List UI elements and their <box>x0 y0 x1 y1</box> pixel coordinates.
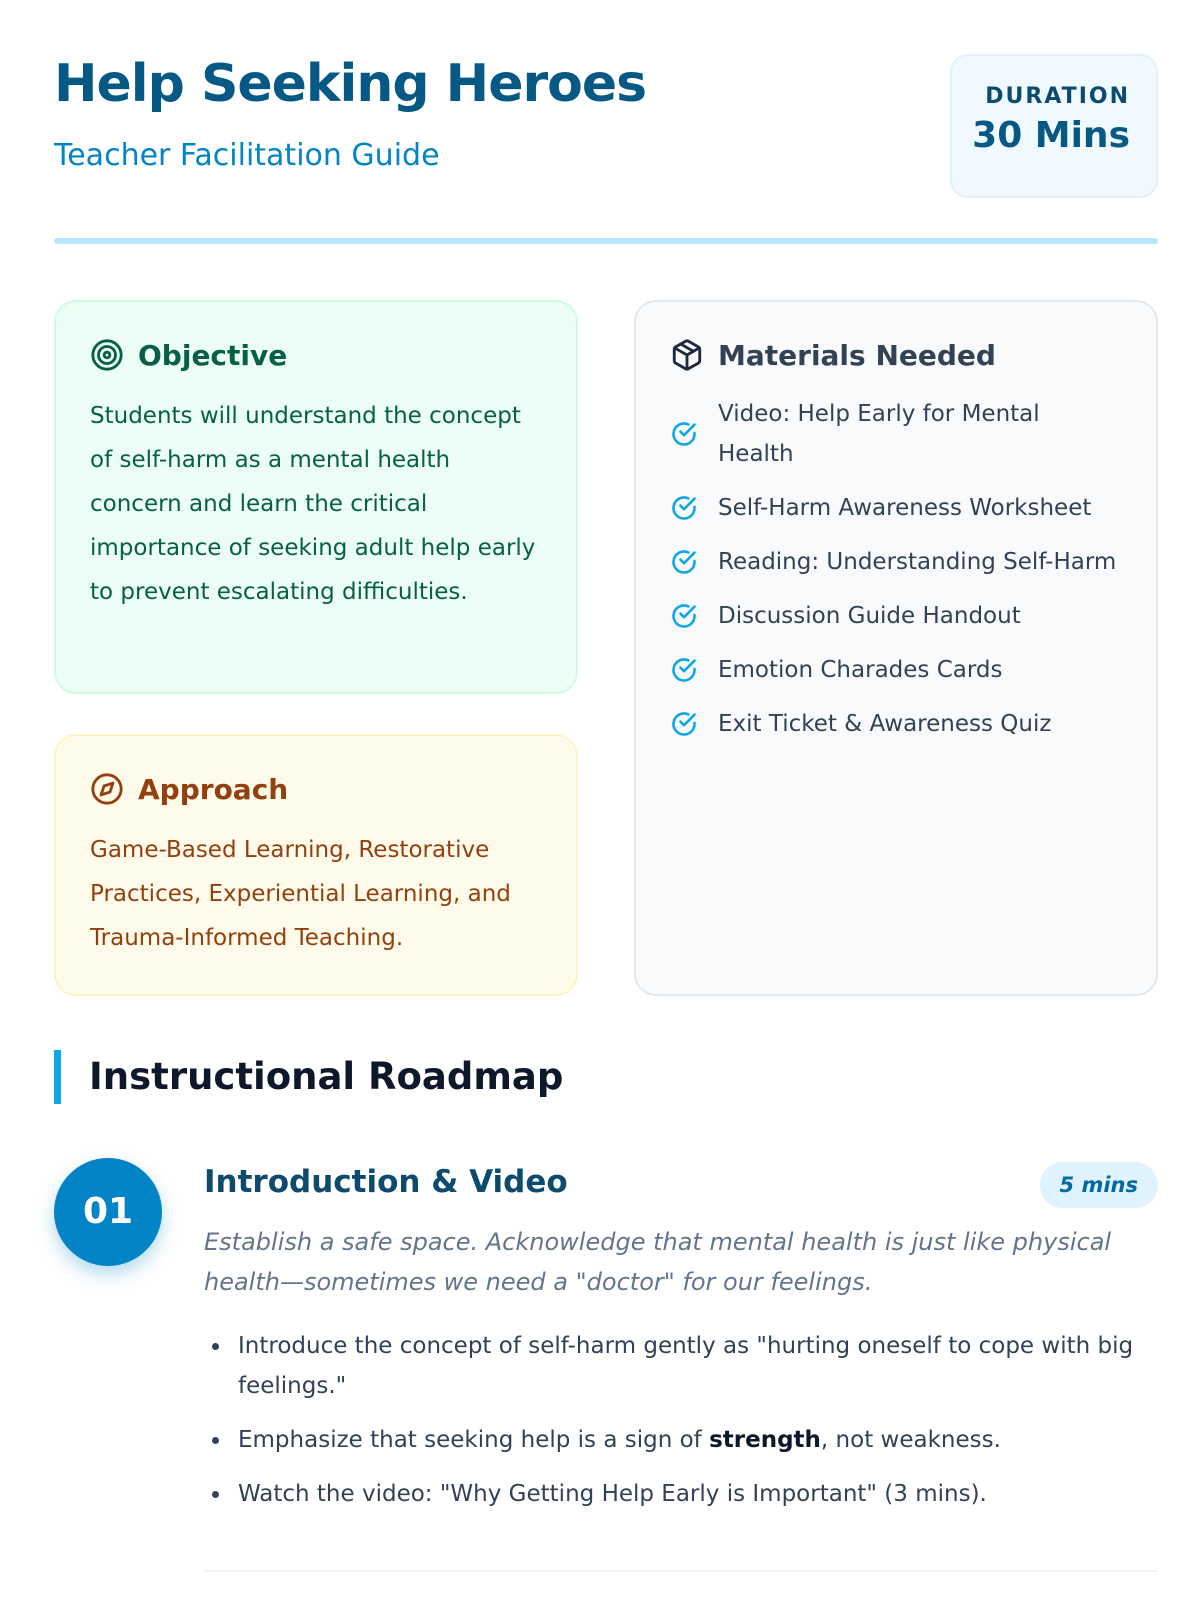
materials-card <box>634 300 1158 996</box>
material-label: Reading: Understanding Self-Harm <box>718 549 1117 575</box>
approach-heading <box>90 772 542 806</box>
page-header <box>54 54 1158 194</box>
check-circle-icon <box>670 548 698 576</box>
material-item <box>670 596 1122 636</box>
material-label: Video: Help Early for Mental Health <box>718 401 1040 467</box>
material-label: Discussion Guide Handout <box>718 603 1021 629</box>
step-number: 01 <box>54 1158 162 1266</box>
duration-badge <box>950 54 1158 198</box>
material-item <box>670 488 1122 528</box>
step-bullet-list <box>204 1326 1144 1528</box>
step-description: Establish a safe space. Acknowledge that mental health is just like physical health—sometimes we need a "doctor" for our feelings. <box>204 1228 1112 1296</box>
objective-text: Students will understand the concept of self-harm as a mental health concern and learn the critical importance of seeking adult help early to prevent escalating difficulties. <box>90 403 536 605</box>
step-bullet <box>204 1326 1144 1406</box>
approach-card <box>54 734 578 996</box>
check-circle-icon <box>670 656 698 684</box>
material-item <box>670 542 1122 582</box>
objective-title: Objective <box>138 338 288 372</box>
step-duration-badge: 5 mins <box>1040 1162 1158 1208</box>
approach-title: Approach <box>138 772 289 806</box>
roadmap-section-title: Instructional Roadmap <box>54 1050 563 1104</box>
step-divider <box>204 1570 1158 1572</box>
step-bullet-text: Introduce the concept of self-harm gently as "hurting oneself to cope with big feelings." <box>238 1333 1134 1399</box>
package-icon <box>670 338 704 372</box>
step-bullet <box>204 1420 1144 1460</box>
step-bullet-text: Watch the video: "Why Getting Help Early is Important" (3 mins). <box>238 1481 987 1507</box>
step-title: Introduction & Video <box>204 1164 568 1200</box>
material-item <box>670 704 1122 744</box>
material-label: Emotion Charades Cards <box>718 657 1003 683</box>
step-bullet-text: , not weakness. <box>820 1427 1001 1453</box>
duration-label: DURATION <box>985 84 1130 109</box>
approach-text: Game-Based Learning, Restorative Practices, Experiential Learning, and Trauma-Informed Teaching. <box>90 837 511 951</box>
materials-heading <box>670 338 1122 372</box>
material-label: Self-Harm Awareness Worksheet <box>718 495 1092 521</box>
compass-icon <box>90 772 124 806</box>
material-label: Exit Ticket & Awareness Quiz <box>718 711 1052 737</box>
check-circle-icon <box>670 494 698 522</box>
materials-title: Materials Needed <box>718 338 996 372</box>
material-item <box>670 394 1122 474</box>
check-circle-icon <box>670 602 698 630</box>
materials-list <box>670 394 1122 744</box>
objective-card <box>54 300 578 694</box>
check-circle-icon <box>670 420 698 448</box>
material-item <box>670 650 1122 690</box>
duration-value: 30 Mins <box>972 115 1130 156</box>
step-bullet-text: Emphasize that seeking help is a sign of <box>238 1427 710 1453</box>
step-bullet <box>204 1474 1144 1514</box>
header-divider <box>54 238 1158 244</box>
page-subtitle: Teacher Facilitation Guide <box>54 138 440 173</box>
page-title: Help Seeking Heroes <box>54 54 647 114</box>
check-circle-icon <box>670 710 698 738</box>
target-icon <box>90 338 124 372</box>
step-bullet-emphasis: strength <box>709 1427 821 1453</box>
objective-heading <box>90 338 542 372</box>
